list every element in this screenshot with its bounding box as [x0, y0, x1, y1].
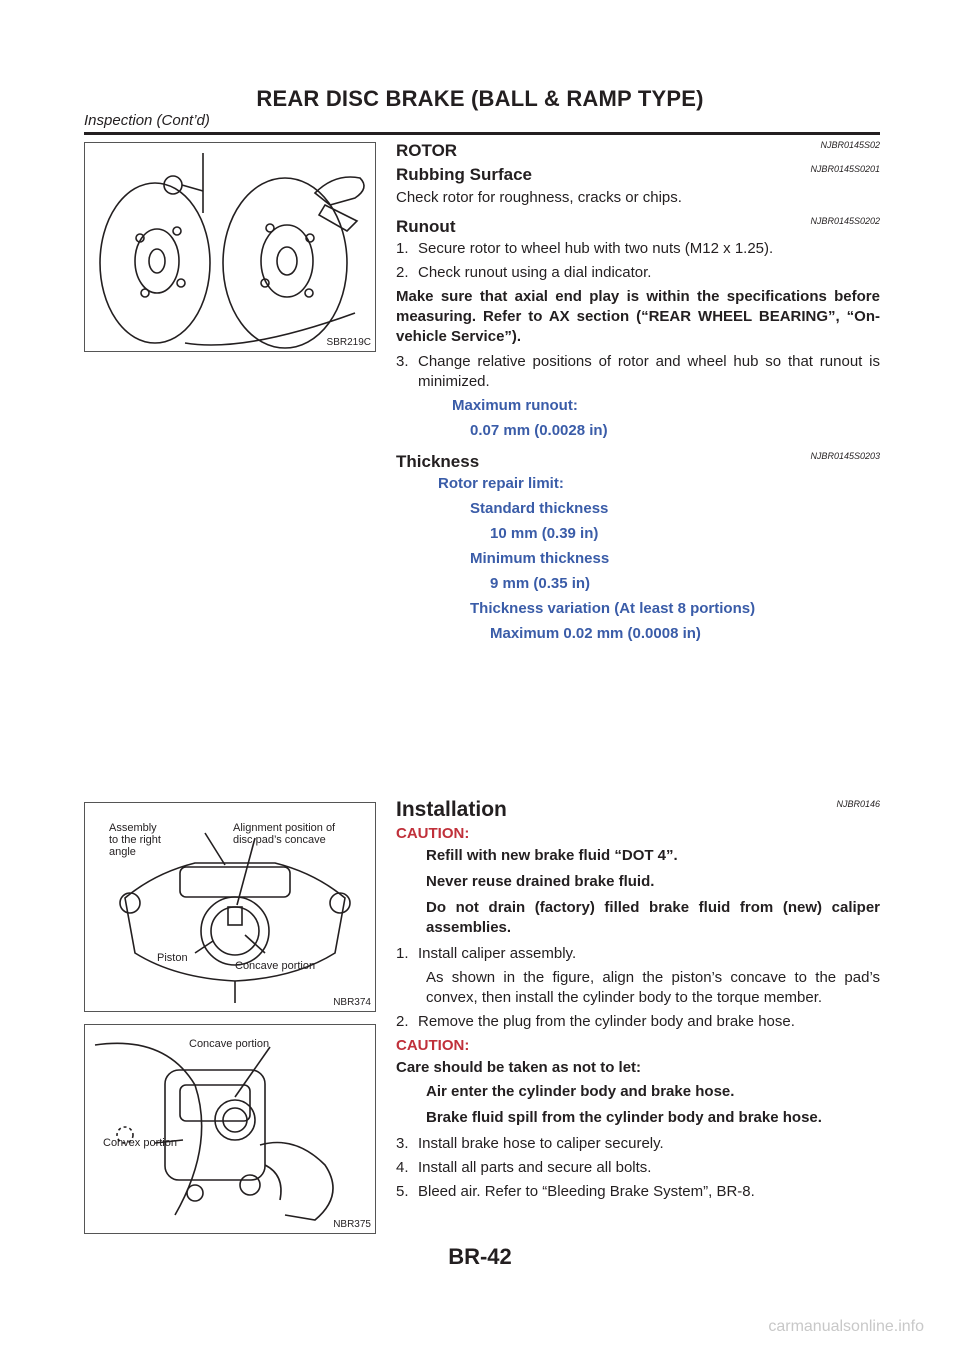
heading-text: Runout: [396, 217, 456, 236]
thickness-std-value: 10 mm (0.39 in): [490, 525, 599, 542]
rubbing-text: Check rotor for roughness, cracks or chips.: [396, 189, 682, 206]
caution-label: CAUTION:: [396, 825, 470, 842]
caution-item: Do not drain (factory) filled brake fluid from (new) caliper assemblies.: [426, 899, 880, 936]
caution-label: CAUTION:: [396, 1037, 470, 1054]
figure-caliper-alignment: [84, 802, 376, 1012]
step-text: Install all parts and secure all bolts.: [418, 1159, 652, 1176]
caliper-alignment-illustration: [85, 803, 376, 1012]
step-text: Change relative positions of rotor and wheel hub so that runout is minimized.: [418, 353, 880, 390]
label-convex-portion: Convex portion: [103, 1137, 177, 1149]
thickness-std-label: Standard thickness: [470, 500, 609, 517]
ref-code: NJBR0146: [836, 799, 880, 809]
rotor-section: [396, 138, 880, 649]
step-number: 5.: [396, 1183, 409, 1200]
footer-watermark[interactable]: carmanualsonline.info: [768, 1318, 924, 1335]
figure-code: NBR375: [333, 1219, 371, 1230]
label-piston: Piston: [157, 952, 188, 964]
runout-spec-value: 0.07 mm (0.0028 in): [470, 422, 608, 439]
label-assembly-3: angle: [109, 846, 136, 858]
step-number: 2.: [396, 1013, 409, 1030]
thickness-var-label: Thickness variation (At least 8 portions): [470, 600, 756, 617]
install-step-1-detail: As shown in the figure, align the piston’s concave to the pad’s convex, then install the cylinder body to the torque member.: [426, 969, 880, 1006]
installation-section: [396, 797, 880, 1206]
runout-note: Make sure that axial end play is within the specifications before measuring. Refer to AX section (“REAR WHEEL BEARING”, “On-vehicle Service”).: [396, 288, 880, 345]
thickness-min-label: Minimum thickness: [470, 550, 610, 567]
step-number: 1.: [396, 945, 409, 962]
label-concave-portion: Concave portion: [189, 1038, 270, 1050]
runout-step-2: [396, 263, 880, 283]
step-text: Remove the plug from the cylinder body and brake hose.: [418, 1013, 795, 1030]
header-rule: [84, 132, 880, 135]
page-title: REAR DISC BRAKE (BALL & RAMP TYPE): [256, 86, 704, 111]
heading-text: Installation: [396, 798, 507, 821]
figure-code: SBR219C: [326, 337, 371, 348]
section-heading-runout: [396, 216, 880, 238]
install-step-1: [396, 944, 880, 964]
label-assembly-1: Assembly: [109, 822, 157, 834]
step-number: 2.: [396, 264, 409, 281]
thickness-var-value: Maximum 0.02 mm (0.0008 in): [490, 625, 701, 642]
section-heading-thickness: [396, 451, 880, 473]
figure-rotor-runout: [84, 142, 376, 352]
step-text: Install brake hose to caliper securely.: [418, 1135, 664, 1152]
label-alignment-2: disc pad’s concave: [233, 834, 326, 846]
label-concave: Concave portion: [235, 960, 316, 972]
step-text: Bleed air. Refer to “Bleeding Brake System”, BR-8.: [418, 1183, 755, 1200]
ref-code: NJBR0145S02: [820, 140, 880, 150]
step-number: 1.: [396, 240, 409, 257]
figure-caliper-install: [84, 1024, 376, 1234]
heading-text: Thickness: [396, 452, 480, 471]
page-subtitle: Inspection (Cont’d): [84, 112, 210, 129]
rotor-runout-illustration: [85, 143, 376, 352]
ref-code: NJBR0145S0203: [810, 451, 880, 461]
section-heading-rotor: [396, 140, 880, 162]
install-step-4: [396, 1158, 880, 1178]
thickness-min-value: 9 mm (0.35 in): [490, 575, 591, 592]
step-text: Install caliper assembly.: [418, 945, 577, 962]
figure-code: NBR374: [333, 997, 371, 1008]
install-step-2: [396, 1012, 880, 1032]
ref-code: NJBR0145S0202: [810, 216, 880, 226]
install-step-5: [396, 1182, 880, 1202]
caution-item: Never reuse drained brake fluid.: [426, 873, 655, 890]
step-number: 4.: [396, 1159, 409, 1176]
heading-text: Rubbing Surface: [396, 165, 533, 184]
caution-item: Refill with new brake fluid “DOT 4”.: [426, 847, 678, 864]
care-text: Care should be taken as not to let:: [396, 1059, 642, 1076]
care-item: Brake fluid spill from the cylinder body and brake hose.: [426, 1109, 822, 1126]
section-heading-rubbing: [396, 164, 880, 186]
runout-step-3: [396, 352, 880, 392]
section-heading-installation: [396, 797, 880, 823]
ref-code: NJBR0145S0201: [810, 164, 880, 174]
runout-step-1: [396, 239, 880, 259]
step-text: Secure rotor to wheel hub with two nuts (M12 x 1.25).: [418, 240, 774, 257]
label-alignment-1: Alignment position of: [233, 822, 336, 834]
page-number: BR-42: [448, 1244, 512, 1269]
heading-text: ROTOR: [396, 141, 458, 160]
step-number: 3.: [396, 1135, 409, 1152]
care-item: Air enter the cylinder body and brake hose.: [426, 1083, 735, 1100]
label-assembly-2: to the right: [109, 834, 161, 846]
step-text: Check runout using a dial indicator.: [418, 264, 652, 281]
runout-spec-label: Maximum runout:: [452, 397, 578, 414]
caliper-install-illustration: [85, 1025, 376, 1234]
step-number: 3.: [396, 353, 409, 370]
thickness-limit: Rotor repair limit:: [438, 475, 564, 492]
install-step-3: [396, 1134, 880, 1154]
